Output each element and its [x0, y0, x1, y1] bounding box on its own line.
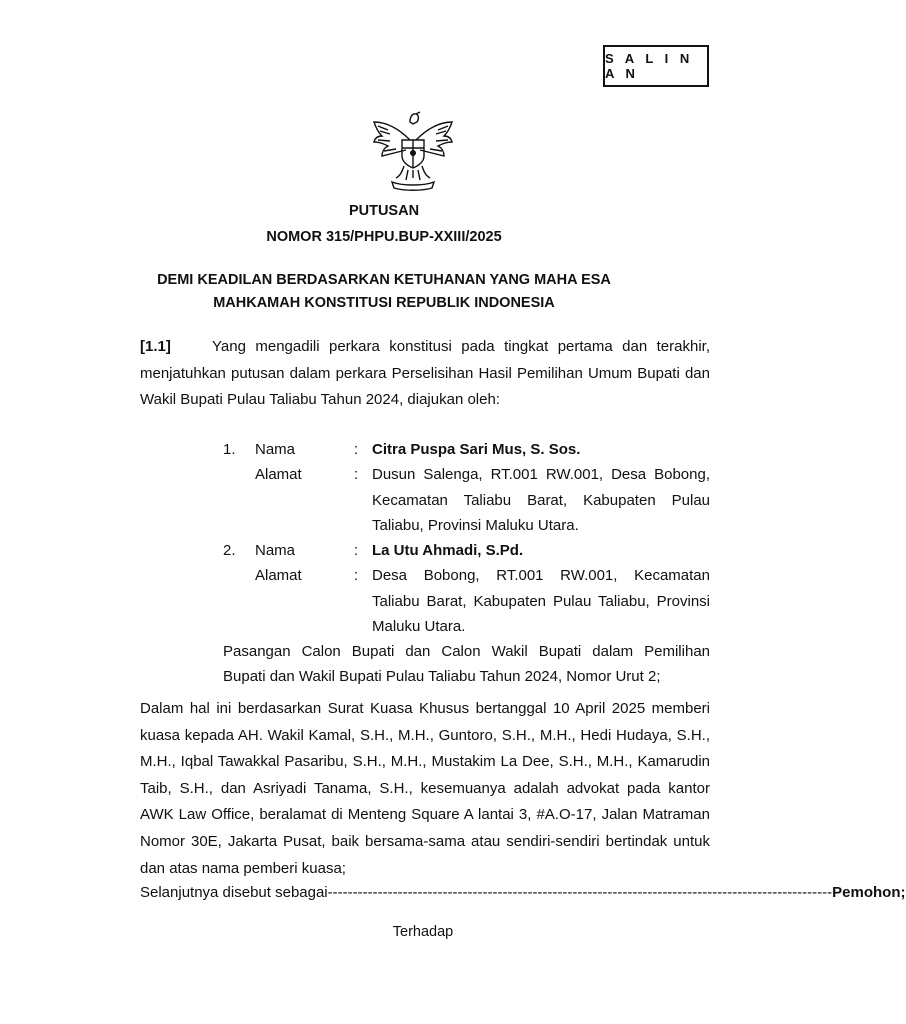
terhadap-heading: Terhadap — [392, 924, 454, 940]
pasangan-line-1: Pasangan Calon Bupati dan Calon Wakil Bupati dalam Pemilihan — [223, 643, 710, 660]
salinan-stamp: S A L I N A N — [603, 45, 709, 87]
colon: : — [354, 542, 359, 559]
party-1 — [223, 437, 710, 538]
address-line: Kecamatan Taliabu Barat, Kabupaten Pulau — [372, 491, 710, 509]
candidate-pair-note — [223, 639, 710, 690]
kuasa-line: AWK Law Office, beralamat di Menteng Square A lantai 3, #A.O-17, Jalan Matraman — [140, 806, 710, 824]
paragraph-number: [1.1] — [140, 338, 171, 355]
kuasa-line: Nomor 30E, Jakarta Pusat, baik bersama-sama atau sendiri-sendiri bertindak untuk — [140, 832, 710, 850]
address-line: Taliabu, Provinsi Maluku Utara. — [372, 516, 579, 534]
address-line: Desa Bobong, RT.001 RW.001, Kecamatan — [372, 567, 710, 585]
party-name: La Utu Ahmadi, S.Pd. — [372, 542, 524, 559]
heading-line-1: DEMI KEADILAN BERDASARKAN KETUHANAN YANG MAHA ESA — [157, 272, 611, 288]
address-line: Dusun Salenga, RT.001 RW.001, Desa Bobong, — [372, 466, 710, 484]
party-name: Citra Puspa Sari Mus, S. Sos. — [372, 441, 581, 458]
address-label: Alamat — [255, 466, 302, 484]
case-number: NOMOR 315/PHPU.BUP-XXIII/2025 — [266, 229, 502, 245]
heading-line-2: MAHKAMAH KONSTITUSI REPUBLIK INDONESIA — [213, 295, 555, 311]
pasangan-line-2: Bupati dan Wakil Bupati Pulau Taliabu Tahun 2024, Nomor Urut 2; — [223, 668, 661, 686]
kuasa-line: Taib, S.H., dan Asriyadi Tanama, S.H., kesemuanya adalah advokat pada kantor — [140, 779, 710, 797]
party-number: 1. — [223, 441, 236, 458]
address-line: Maluku Utara. — [372, 617, 466, 635]
party-number: 2. — [223, 542, 236, 559]
address-line: Taliabu Barat, Kabupaten Pulau Taliabu, Provinsi — [372, 592, 710, 610]
designation-line — [140, 884, 906, 901]
colon: : — [354, 466, 359, 484]
name-label: Nama — [255, 542, 296, 559]
party-2 — [223, 538, 710, 639]
petitioner-role: Pemohon; — [832, 884, 906, 901]
kuasa-line: dan atas nama pemberi kuasa; — [140, 859, 346, 877]
kuasa-line: M.H., Iqbal Tawakkal Pasaribu, S.H., M.H., Mustakim La Dee, S.H., M.H., Kamarudin — [140, 753, 710, 771]
name-label: Nama — [255, 441, 296, 458]
dash-leader: ----------------------------------------------------------------------------------------------------- — [327, 884, 833, 901]
designation-prefix: Selanjutnya disebut sebagai — [140, 884, 328, 901]
colon: : — [354, 441, 359, 458]
power-of-attorney-paragraph — [140, 696, 710, 882]
garuda-emblem-icon — [366, 100, 460, 192]
intro-line-1: Yang mengadili perkara konstitusi pada tingkat pertama dan terakhir, — [212, 338, 710, 355]
intro-first-line — [140, 334, 710, 361]
putusan-title: PUTUSAN — [348, 203, 420, 219]
address-label: Alamat — [255, 567, 302, 585]
kuasa-line: Dalam hal ini berdasarkan Surat Kuasa Khusus bertanggal 10 April 2025 memberi — [140, 700, 710, 717]
intro-line-3: Wakil Bupati Pulau Taliabu Tahun 2024, diajukan oleh: — [140, 391, 500, 409]
kuasa-line: kuasa kepada AH. Wakil Kamal, S.H., M.H., Guntoro, S.H., M.H., Hedi Hudaya, S.H., — [140, 726, 710, 744]
intro-paragraph — [140, 334, 710, 414]
intro-line-2: menjatuhkan putusan dalam perkara Perselisihan Hasil Pemilihan Umum Bupati dan — [140, 364, 710, 382]
colon: : — [354, 567, 359, 585]
